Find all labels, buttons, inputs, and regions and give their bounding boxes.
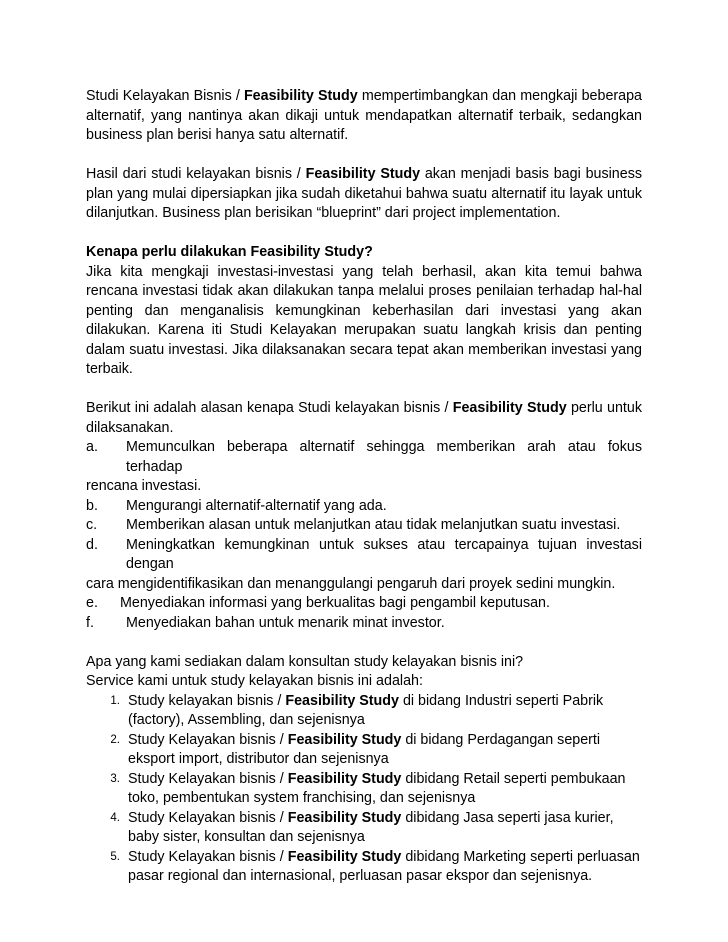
paragraph-why: Jika kita mengkaji investasi-investasi yang telah berhasil, akan kita temui bahwa rencana investasi tidak akan dilakukan tanpa melalui proses penilaian terhadap hal-hal penting dan menganalisis kemungkinan keberhasilan dari investasi yang akan dilakukan. Karena iti Studi Kelayakan merupakan suatu langkah krisis dan penting dalam suatu investasi. Jika dilaksanakan secara tepat akan memberikan investasi yang terbaik. [86,263,642,377]
question-line: Apa yang kami sediakan dalam konsultan study kelayakan bisnis ini? [86,653,524,670]
list-item-text [128,770,642,809]
list-item-text-continued: cara mengidentifikasikan dan menanggulangi pengaruh dari proyek sedini mungkin. [86,575,616,592]
section-heading [86,243,642,263]
text-span: Berikut ini adalah alasan kenapa Studi kelayakan bisnis / [86,400,453,416]
list-item [86,731,642,770]
list-marker: 2. [110,733,120,746]
list-item-text [128,692,642,731]
list-marker: d. [86,536,98,553]
paragraph-intro [86,87,642,146]
list-marker: a. [86,439,98,455]
text-span: Study kelayakan bisnis / [128,692,286,709]
bold-term: Feasibility Study [305,166,421,182]
list-marker: f. [86,614,94,631]
list-marker: 3. [110,772,120,785]
text-span: Studi Kelayakan Bisnis / [86,88,244,104]
list-marker: c. [86,517,98,533]
list-item [86,809,642,848]
reasons-list [86,438,642,633]
list-marker: e. [86,595,98,611]
bold-term: Feasibility Study [287,770,402,787]
text-span: di bidang Industri seperti Pabrik (factory), Assembling, dan sejenisnya [128,692,604,728]
bold-term: Feasibility Study [287,848,402,865]
text-span: Hasil dari studi kelayakan bisnis / [86,166,306,182]
bold-term: Feasibility Study [452,400,567,416]
list-item [86,692,642,731]
list-item [86,536,642,595]
list-item-text: Memunculkan beberapa alternatif sehingga memberikan arah atau fokus terhadap [126,439,642,475]
text-span: Study Kelayakan bisnis / [128,770,288,787]
services-intro: Service kami untuk study kelayakan bisnis ini adalah: [86,673,423,689]
list-marker: 1. [110,694,120,707]
list-item [86,594,642,614]
text-span: di bidang Perdagangan seperti eksport import, distributor dan sejenisnya [128,731,601,767]
list-item [86,770,642,809]
list-item-text: Memberikan alasan untuk melanjutkan atau tidak melanjutkan suatu investasi. [126,517,621,533]
text-span: Study Kelayakan bisnis / [128,731,288,748]
text-span: Study Kelayakan bisnis / [128,809,288,826]
paragraph-reasons-intro [86,399,642,438]
list-marker: b. [86,497,98,514]
document-body [86,87,642,887]
text-span: mempertimbangkan dan mengkaji beberapa alternatif, yang nantinya akan dikaji untuk mendapatkan alternatif terbaik, sedangkan business plan berisi hanya satu alternatif. [86,88,643,143]
text-span: Study Kelayakan bisnis / [128,848,288,865]
list-item-text-continued: rencana investasi. [86,478,202,494]
list-item-text: Menyediakan bahan untuk menarik minat investor. [126,614,445,631]
list-item [86,497,642,517]
text-span: perlu untuk dilaksanakan. [86,400,642,436]
list-marker: 5. [110,850,120,863]
list-item [86,438,642,497]
text-span: akan menjadi basis bagi business plan yang mulai dipersiapkan jika sudah diketahui bahwa suatu alternatif itu layak untuk dilanjutkan. Business plan berisikan “blueprint” dari project implementation. [86,166,643,221]
paragraph-result [86,165,642,224]
list-item-text: Menyediakan informasi yang berkualitas bagi pengambil keputusan. [120,595,550,611]
list-item-text [128,809,642,848]
bold-term: Feasibility Study [287,731,402,748]
list-marker: 4. [110,811,120,824]
heading-text: Kenapa perlu dilakukan Feasibility Study? [86,244,373,260]
text-span: dibidang Marketing seperti perluasan pasar regional dan internasional, perluasan pasar ekspor dan sejenisnya. [128,848,640,884]
text-span: dibidang Retail seperti pembukaan toko, pembentukan system franchising, dan sejenisnya [128,770,626,806]
list-item-text [128,848,642,887]
list-item [86,848,642,887]
list-item [86,614,642,634]
list-item-text: Meningkatkan kemungkinan untuk sukses atau tercapainya tujuan investasi dengan [126,536,642,572]
services-list [86,692,642,887]
bold-term: Feasibility Study [287,809,402,826]
bold-term: Feasibility Study [243,88,358,104]
bold-term: Feasibility Study [285,692,399,709]
list-item [86,516,642,536]
list-item-text: Mengurangi alternatif-alternatif yang ada. [126,497,387,514]
list-item-text [128,731,642,770]
text-span: dibidang Jasa seperti jasa kurier, baby sister, konsultan dan sejenisnya [128,809,614,845]
